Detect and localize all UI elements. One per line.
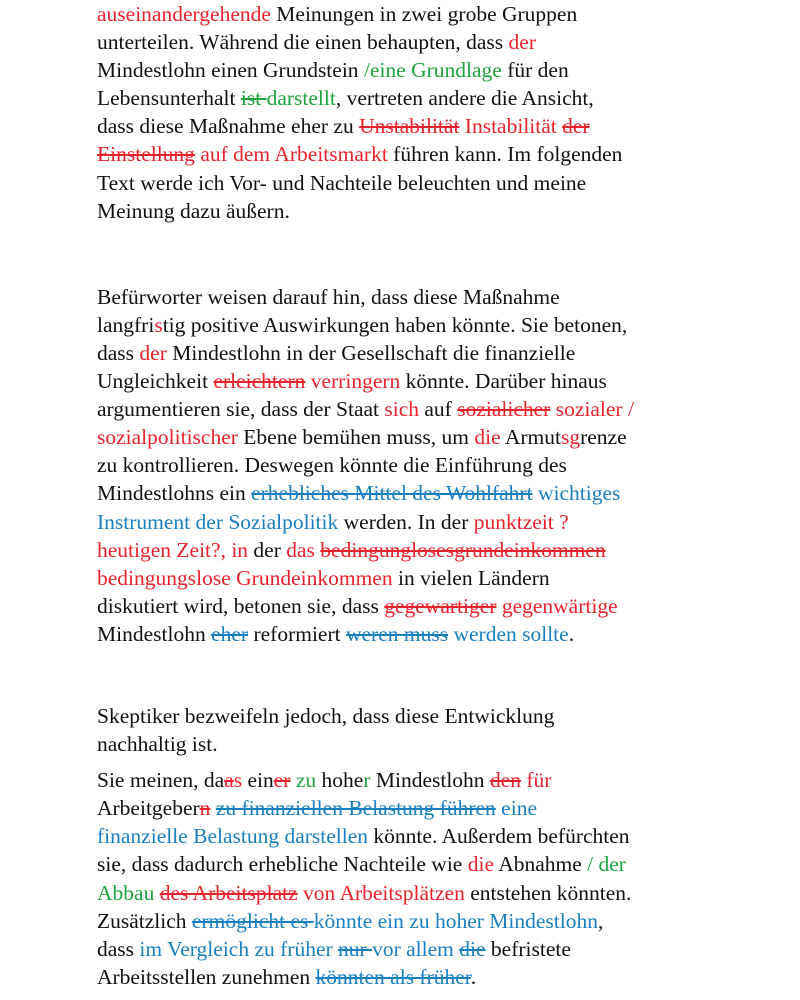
text-line	[97, 367, 757, 395]
deleted-blue-text: erhebliches Mittel des Wohlfahrt	[251, 481, 533, 506]
correction-red: bedingungslose Grundeinkommen	[97, 565, 393, 590]
text-segment: für den	[501, 58, 569, 83]
text-segment: renze	[580, 425, 627, 450]
text-line	[97, 730, 757, 758]
text-segment: .	[568, 621, 575, 646]
text-segment: langfri	[97, 312, 155, 337]
correction-green: /eine Grundlage	[363, 58, 502, 83]
text-line	[97, 451, 757, 479]
correction-red: der	[508, 30, 536, 55]
text-segment: hohe	[316, 768, 364, 793]
correction-red: sg	[560, 425, 581, 450]
text-segment: ,	[597, 908, 604, 933]
correction-red: die	[474, 425, 501, 450]
text-segment: Mindestlohn	[97, 621, 212, 646]
correction-red: s	[233, 768, 243, 793]
text-segment: Ebene bemühen muss, um	[237, 425, 475, 450]
text-line	[97, 508, 757, 536]
text-segment: argumentieren sie, dass der Staat	[97, 397, 385, 422]
text-line	[97, 822, 757, 850]
correction-red: auseinandergehende	[97, 2, 271, 26]
text-segment: werden. In der	[338, 509, 474, 534]
deleted-blue-text: die	[459, 936, 486, 961]
text-segment: Mindestlohn in der Gesellschaft die finanzielle	[166, 340, 576, 365]
text-segment: befristete	[485, 936, 571, 961]
text-segment: Mindestlohns ein	[97, 481, 252, 506]
text-line	[97, 423, 757, 451]
text-line	[97, 766, 757, 794]
deleted-red-text: Einstellung	[97, 142, 195, 167]
text-segment: dass	[97, 340, 140, 365]
deleted-red-text: bedingunglosesgrundeinkommen	[320, 537, 606, 562]
correction-red: punktzeit ?	[473, 509, 569, 534]
text-segment: dass	[97, 936, 140, 961]
correction-red: verringern	[310, 369, 401, 394]
correction-green: Abbau	[97, 880, 155, 905]
deleted-red-text: er	[273, 768, 291, 793]
correction-red: die	[467, 852, 494, 877]
correction-red: das	[286, 537, 315, 562]
correction-red: von Arbeitsplätzen	[303, 880, 465, 905]
text-line	[97, 197, 757, 225]
text-line	[97, 56, 757, 84]
text-segment: Zusätzlich	[97, 908, 192, 933]
correction-red: heutigen Zeit?, in	[97, 537, 249, 562]
text-line	[97, 283, 757, 311]
text-line	[97, 311, 757, 339]
correction-green: / der	[587, 852, 626, 877]
text-segment: Lebensunterhalt	[97, 86, 241, 111]
correction-blue: vor allem	[372, 936, 454, 961]
text-line	[97, 112, 757, 140]
deleted-blue-text: zu finanziellen Belastung führen	[215, 796, 496, 821]
text-segment: ein	[242, 768, 274, 793]
correction-red: sich	[384, 397, 420, 422]
text-segment: unterteilen. Während die einen behaupten, dass	[97, 30, 509, 55]
deleted-red-text: a	[224, 768, 234, 793]
text-line	[97, 339, 757, 367]
text-segment: Meinungen in zwei grobe Gruppen	[270, 2, 578, 26]
correction-red: auf dem Arbeitsmarkt	[200, 142, 388, 167]
text-line	[97, 850, 757, 878]
correction-red: s	[154, 312, 163, 337]
correction-red: der	[139, 340, 167, 365]
text-line	[97, 794, 757, 822]
deleted-blue-text: nur	[338, 936, 373, 961]
text-segment: tig positive Auswirkungen haben könnte. Sie betonen,	[162, 312, 628, 337]
text-segment: Befürworter weisen darauf hin, dass diese Maßnahme	[97, 284, 560, 309]
text-line	[97, 620, 757, 648]
text-line	[97, 479, 757, 507]
text-line	[97, 536, 757, 564]
deleted-red-text: des Arbeitsplatz	[159, 880, 298, 905]
correction-red: für	[526, 768, 552, 793]
correction-green: r	[363, 768, 371, 793]
deleted-blue-text: ermöglicht es	[191, 908, 314, 933]
text-segment: sie, dass dadurch erhebliche Nachteile wie	[97, 852, 468, 877]
correction-blue: finanzielle Belastung darstellen	[97, 824, 369, 849]
text-segment: Meinung dazu äußern.	[97, 198, 290, 223]
deleted-blue-text: eher	[211, 621, 249, 646]
deleted-blue-text: könnten als früher	[315, 964, 471, 989]
text-line	[97, 907, 757, 935]
paragraph-skeptics-lead	[97, 702, 757, 758]
text-segment: Arbeitsstellen zunehmen	[97, 964, 316, 989]
text-segment: diskutiert wird, betonen sie, dass	[97, 593, 385, 618]
paragraph-skeptics-arguments	[97, 766, 757, 991]
text-segment: Sie meinen, da	[97, 768, 225, 793]
text-segment: könnte. Darüber hinaus	[400, 369, 607, 394]
correction-red: sozialer /	[555, 397, 634, 422]
text-segment: Armut	[500, 425, 561, 450]
correction-blue: im Vergleich zu früher	[139, 936, 333, 961]
correction-green: darstellt	[266, 86, 336, 111]
text-line	[97, 0, 757, 28]
deleted-red-text: gegewartiger	[384, 593, 497, 618]
text-segment: dass diese Maßnahme eher zu	[97, 114, 360, 139]
correction-blue: könnte ein zu hoher Mindestlohn	[313, 908, 598, 933]
text-line	[97, 935, 757, 963]
correction-green: zu	[295, 768, 317, 793]
text-segment: Ungleichkeit	[97, 369, 214, 394]
correction-red: Instabilität	[464, 114, 557, 139]
text-segment: entstehen könnten.	[464, 880, 632, 905]
text-segment: Arbeitgeber	[97, 796, 200, 821]
paragraph-proponents	[97, 283, 757, 648]
text-segment: auf	[419, 397, 458, 422]
text-line	[97, 395, 757, 423]
correction-red: gegenwärtige	[501, 593, 618, 618]
text-line	[97, 84, 757, 112]
text-segment: könnte. Außerdem befürchten	[368, 824, 630, 849]
text-segment: Text werde ich Vor- und Nachteile beleuchten und meine	[97, 170, 587, 195]
text-line	[97, 592, 757, 620]
deleted-red-text: den	[489, 768, 521, 793]
document-body	[97, 0, 757, 991]
deleted-red-text: der	[562, 114, 590, 139]
text-segment: zu kontrollieren. Deswegen könnte die Einführung des	[97, 453, 567, 478]
deleted-red-text: erleichtern	[213, 369, 306, 394]
text-line	[97, 169, 757, 197]
text-segment: der	[248, 537, 287, 562]
text-segment: reformiert	[248, 621, 346, 646]
correction-blue: Instrument der Sozialpolitik	[97, 509, 339, 534]
text-segment: .	[470, 964, 477, 989]
correction-red: sozialpolitischer	[97, 425, 238, 450]
deleted-red-text: Unstabilität	[359, 114, 460, 139]
deleted-green-text: ist	[240, 86, 267, 111]
text-segment: Skeptiker bezweifeln jedoch, dass diese Entwicklung	[97, 703, 555, 728]
text-line	[97, 564, 757, 592]
text-segment: in vielen Ländern	[392, 565, 550, 590]
text-line	[97, 879, 757, 907]
text-segment: Abnahme	[494, 852, 588, 877]
deleted-red-text: n	[199, 796, 211, 821]
text-line	[97, 963, 757, 991]
text-segment: , vertreten andere die Ansicht,	[335, 86, 594, 111]
text-line	[97, 28, 757, 56]
deleted-blue-text: weren muss	[345, 621, 449, 646]
correction-blue: eine	[501, 796, 537, 821]
paragraph-intro	[97, 0, 757, 225]
text-segment: nachhaltig ist.	[97, 732, 218, 757]
text-segment: führen kann. Im folgenden	[387, 142, 623, 167]
correction-blue: wichtiges	[537, 481, 621, 506]
text-line	[97, 702, 757, 730]
correction-blue: werden sollte	[453, 621, 569, 646]
deleted-red-text: sozialicher	[457, 397, 551, 422]
text-segment: Mindestlohn	[370, 768, 490, 793]
text-line	[97, 140, 757, 168]
text-segment: Mindestlohn einen Grundstein	[97, 58, 364, 83]
